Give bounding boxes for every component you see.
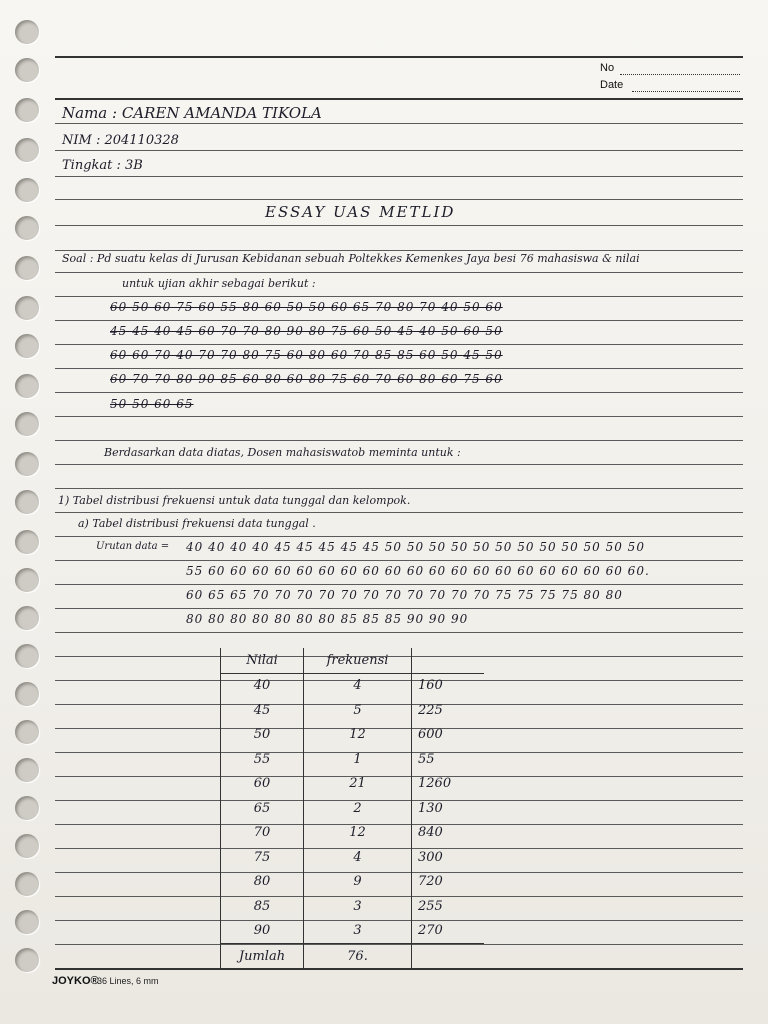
table-row [221,673,485,698]
cell-frekuensi: 2 [304,796,412,821]
header-frekuensi: frekuensi [304,648,412,673]
hole [15,568,39,592]
hole [15,334,39,358]
rule [55,123,743,124]
rule [55,608,743,609]
cell-nilai: 40 [221,673,304,698]
cell-nilai: 80 [221,870,304,895]
ordered-data-row: 55 60 60 60 60 60 60 60 60 60 60 60 60 60 60 60 60 60 60 60 60. [186,564,650,578]
no-field-line [620,74,740,75]
rule [55,536,743,537]
cell-product: 160 [412,673,485,698]
cell-frekuensi: 1 [304,747,412,772]
ordered-data-row: 60 65 65 70 70 70 70 70 70 70 70 70 70 70 75 75 75 75 80 80 [186,588,623,602]
header-nilai: Nilai [221,648,304,673]
raw-data-row: 60 70 70 80 90 85 60 80 60 80 75 60 70 60 80 60 75 60 [110,372,503,386]
cell-nilai: 45 [221,698,304,723]
table-row [221,894,485,919]
hole [15,98,39,122]
hole [15,834,39,858]
date-label: Date [600,79,624,91]
cell-frekuensi: 12 [304,723,412,748]
rule [55,150,743,151]
student-name: Nama : CAREN AMANDA TIKOLA [62,104,322,122]
hole [15,412,39,436]
cell-product: 270 [412,919,485,944]
hole [15,178,39,202]
table-total-row [221,944,485,969]
rule [55,488,743,489]
rule [55,320,743,321]
cell-nilai: 65 [221,796,304,821]
page-title: ESSAY UAS METLID [265,203,456,221]
cell-frekuensi: 3 [304,919,412,944]
cell-nilai: 60 [221,772,304,797]
header-rule-bottom [55,98,743,100]
table-row [221,870,485,895]
brand-logo: JOYKO® [52,975,99,987]
raw-data-row: 50 50 60 65 [110,397,194,411]
cell-nilai: 85 [221,894,304,919]
rule [55,512,743,513]
cell-nilai: 50 [221,723,304,748]
cell-product: 300 [412,845,485,870]
total-label: Jumlah [221,944,304,969]
table-row [221,723,485,748]
cell-product: 255 [412,894,485,919]
rule [55,199,743,200]
hole [15,58,39,82]
cell-product: 55 [412,747,485,772]
hole [15,872,39,896]
rule [55,416,743,417]
total-value: 76. [304,944,412,969]
student-nim: NIM : 204110328 [62,133,179,148]
table-row [221,796,485,821]
hole [15,796,39,820]
table-row [221,821,485,846]
rule [55,272,743,273]
rule [55,632,743,633]
question-1a-heading: a) Tabel distribusi frekuensi data tunggal . [78,517,316,530]
rule [55,368,743,369]
cell-frekuensi: 9 [304,870,412,895]
hole [15,20,39,44]
rule [55,344,743,345]
hole [15,948,39,972]
table-header-row [221,648,485,673]
cell-product: 1260 [412,772,485,797]
cell-nilai: 90 [221,919,304,944]
rule [55,225,743,226]
header-rule [55,56,743,58]
hole [15,758,39,782]
hole [15,644,39,668]
table-row [221,698,485,723]
table-row [221,845,485,870]
hole [15,138,39,162]
hole [15,682,39,706]
hole [15,720,39,744]
cell-product: 600 [412,723,485,748]
rule [55,250,743,251]
question-1-heading: 1) Tabel distribusi frekuensi untuk data tunggal dan kelompok. [58,494,411,507]
raw-data-row: 60 50 60 75 60 55 80 60 50 50 60 65 70 80 70 40 50 60 [110,300,503,314]
header-product [412,648,485,673]
cell-frekuensi: 3 [304,894,412,919]
rule [55,560,743,561]
hole [15,216,39,240]
cell-frekuensi: 4 [304,845,412,870]
cell-nilai: 75 [221,845,304,870]
raw-data-row: 45 45 40 45 60 70 70 80 90 80 75 60 50 45 40 50 60 50 [110,324,503,338]
ordered-data-row: 40 40 40 40 45 45 45 45 45 50 50 50 50 50 50 50 50 50 50 50 50 [186,540,645,554]
cell-product: 225 [412,698,485,723]
question-text: Soal : Pd suatu kelas di Jurusan Kebidanan sebuah Poltekkes Kemenkes Jaya besi 76 mahasiswa & nilai [62,252,640,265]
cell-nilai: 55 [221,747,304,772]
ordered-data-row: 80 80 80 80 80 80 80 85 85 85 90 90 90 [186,612,469,626]
question-text-line2: untuk ujian akhir sebagai berikut : [122,277,316,290]
rule [55,392,743,393]
cell-frekuensi: 21 [304,772,412,797]
hole [15,296,39,320]
rule [55,296,743,297]
date-field-line [632,91,740,92]
student-level: Tingkat : 3B [62,158,143,173]
rule [55,464,743,465]
table-row [221,919,485,944]
paper-spec: 36 Lines, 6 mm [97,976,159,986]
hole [15,606,39,630]
table-row [221,747,485,772]
cell-frekuensi: 12 [304,821,412,846]
hole [15,452,39,476]
ordered-data-label: Urutan data = [96,541,170,552]
cell-product: 130 [412,796,485,821]
rule [55,176,743,177]
total-product [412,944,485,969]
instruction-text: Berdasarkan data diatas, Dosen mahasiswatob meminta untuk : [104,446,461,459]
hole [15,490,39,514]
hole [15,256,39,280]
cell-product: 720 [412,870,485,895]
rule [55,440,743,441]
cell-frekuensi: 5 [304,698,412,723]
cell-product: 840 [412,821,485,846]
rule [55,584,743,585]
frequency-table [220,648,484,969]
hole [15,910,39,934]
no-label: No [600,62,615,74]
cell-nilai: 70 [221,821,304,846]
table-row [221,772,485,797]
hole [15,530,39,554]
cell-frekuensi: 4 [304,673,412,698]
raw-data-row: 60 60 70 40 70 70 80 75 60 80 60 70 85 85 60 50 45 50 [110,348,503,362]
hole [15,374,39,398]
